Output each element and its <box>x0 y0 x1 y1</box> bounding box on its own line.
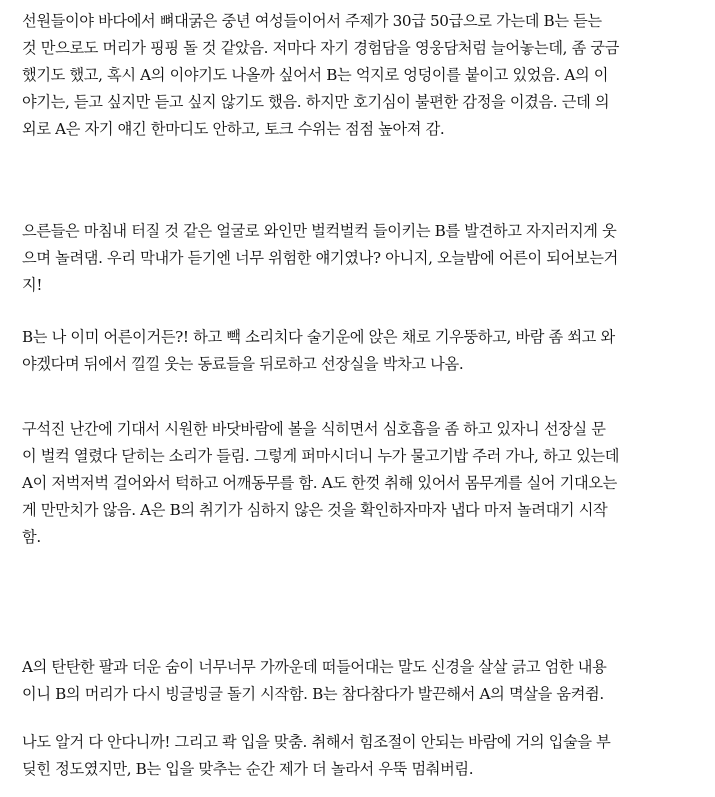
paragraph-3 <box>22 324 694 378</box>
text-line: 것 만으로도 머리가 핑핑 돌 것 같았음. 저마다 자기 경험담을 영웅담처럼 늘어놓는데, 좀 궁금 <box>22 39 620 57</box>
text-line: 구석진 난간에 기대서 시원한 바닷바람에 볼을 식히면서 심호흡을 좀 하고 있자니 선장실 문 <box>22 420 606 438</box>
text-line: 선원들이야 바다에서 뼈대굵은 중년 여성들이어서 주제가 30급 50급으로 가는데 B는 듣는 <box>22 12 602 30</box>
text-line: 나도 알거 다 안다니까! 그리고 콱 입을 맞춤. 취해서 힘조절이 안되는 바람에 거의 입술을 부 <box>22 733 611 751</box>
text-line: 야겠다며 뒤에서 낄낄 웃는 동료들을 뒤로하고 선장실을 박차고 나옴. <box>22 355 464 373</box>
text-line: 야기는, 듣고 싶지만 듣고 싶지 않기도 했음. 하지만 호기심이 불편한 감정을 이겼음. 근데 의 <box>22 93 610 111</box>
text-line: 딪힌 정도였지만, B는 입을 맞추는 순간 제가 더 놀라서 우뚝 멈춰버림. <box>22 760 474 778</box>
text-line: 외로 A은 자기 얘긴 한마디도 안하고, 토크 수위는 점점 높아져 감. <box>22 120 445 138</box>
text-line: 게 만만치가 않음. A은 B의 취기가 심하지 않은 것을 확인하자마자 냅다 마저 놀려대기 시작 <box>22 501 608 519</box>
paragraph-6 <box>22 729 694 783</box>
text-line: 했기도 했고, 혹시 A의 이야기도 나올까 싶어서 B는 억지로 엉덩이를 붙이고 있었음. A의 이 <box>22 66 609 84</box>
text-line: 이 벌컥 열렸다 닫히는 소리가 들림. 그렇게 퍼마시더니 누가 물고기밥 주러 가나, 하고 있는데 <box>22 447 620 465</box>
paragraph-1 <box>22 8 694 143</box>
paragraph-4 <box>22 416 694 551</box>
text-line: A이 저벅저벅 걸어와서 턱하고 어깨동무를 함. A도 한껏 취해 있어서 몸무게를 실어 기대오는 <box>22 474 618 492</box>
paragraph-5 <box>22 654 694 708</box>
text-line: 으며 놀려댐. 우리 막내가 듣기엔 너무 위험한 얘기였나? 아니지, 오늘밤에 어른이 되어보는거 <box>22 249 618 267</box>
text-line: 으른들은 마침내 터질 것 같은 얼굴로 와인만 벌컥벌컥 들이키는 B를 발견하고 자지러지게 웃 <box>22 222 617 240</box>
text-line: 함. <box>22 528 41 546</box>
text-line: B는 나 이미 어른이거든?! 하고 빽 소리치다 술기운에 앉은 채로 기우뚱하고, 바람 좀 쐬고 와 <box>22 328 615 346</box>
text-line: A의 탄탄한 팔과 더운 숨이 너무너무 가까운데 떠들어대는 말도 신경을 살살 긁고 엄한 내용 <box>22 658 607 676</box>
text-line: 이니 B의 머리가 다시 빙글빙글 돌기 시작함. B는 참다참다가 발끈해서 A의 멱살을 움켜쥠. <box>22 685 604 703</box>
paragraph-2 <box>22 218 694 299</box>
text-line: 지! <box>22 276 43 294</box>
